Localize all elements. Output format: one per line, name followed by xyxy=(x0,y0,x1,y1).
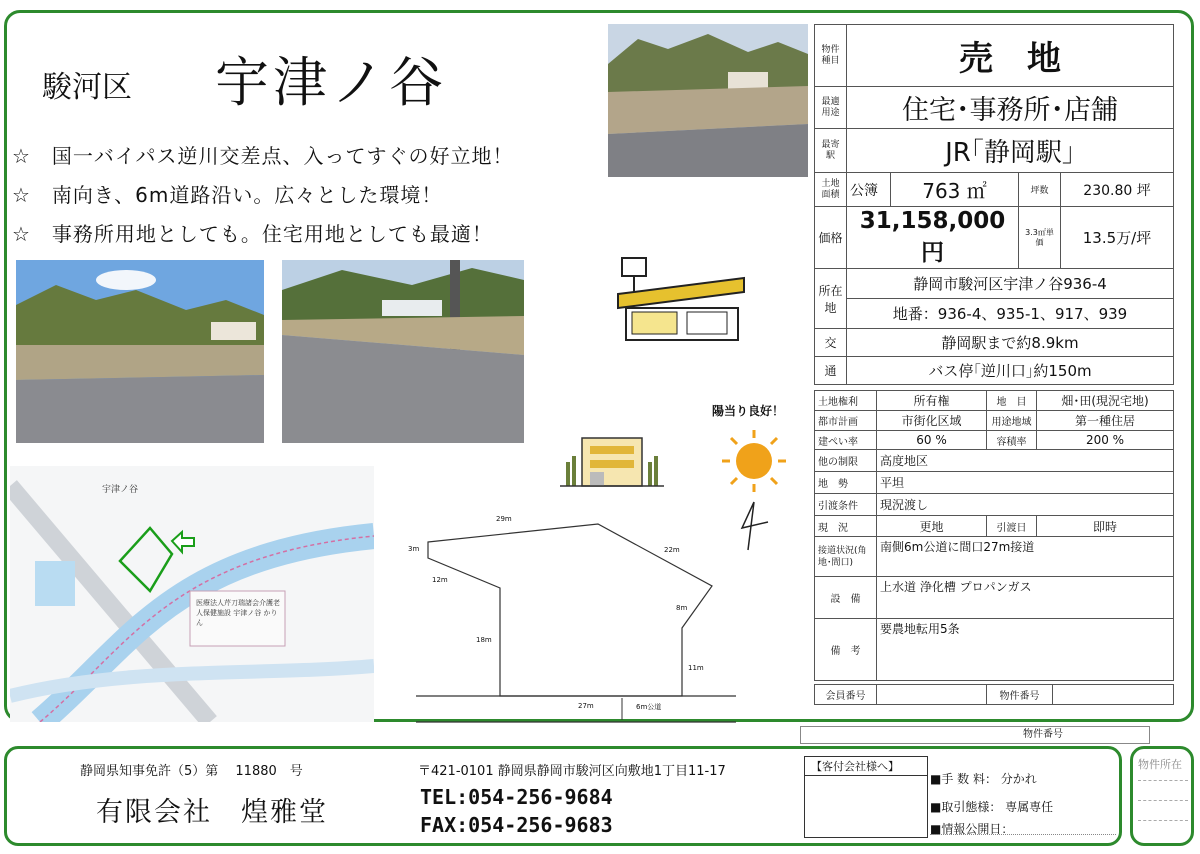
company-fax: FAX:054-256-9683 xyxy=(420,813,613,837)
far-label: 容積率 xyxy=(987,431,1037,450)
member-number-table xyxy=(814,684,1174,705)
agent-box-label: 【客付会社様へ】 xyxy=(805,757,927,776)
land-area-label: 土地面積 xyxy=(815,173,847,207)
chimoku-value: 畑･田(現況宅地) xyxy=(1037,391,1174,411)
dim-road: 6m公道 xyxy=(636,703,662,711)
type-value: 売 地 xyxy=(847,25,1174,87)
property-number-label: 物件番号 xyxy=(987,685,1053,705)
tsubo-label: 坪数 xyxy=(1019,173,1061,207)
transport-value-1: 静岡駅まで約8.9km xyxy=(847,329,1174,357)
land-basis: 公簿 xyxy=(847,173,891,207)
property-details-table xyxy=(814,390,1174,681)
sun-icon xyxy=(716,428,792,494)
company-tel: TEL:054-256-9684 xyxy=(420,785,613,809)
unit-price-value: 13.5万/坪 xyxy=(1061,207,1174,269)
dim-top: 29m xyxy=(496,515,512,523)
bcr-label: 建ぺい率 xyxy=(815,431,877,450)
side-rule-3 xyxy=(1138,820,1188,821)
other-restrictions-value: 高度地区 xyxy=(877,450,1174,472)
license-number: 静岡県知事免許（5）第 11880 号 xyxy=(80,764,303,779)
dim-right-diag: 22m xyxy=(664,546,680,554)
publish-date: ■情報公開日： xyxy=(930,822,1014,836)
rights-label: 土地権利 xyxy=(815,391,877,411)
far-value: 200 % xyxy=(1037,431,1174,450)
city-plan-label: 都市計画 xyxy=(815,411,877,431)
ward-label: 駿河区 xyxy=(42,70,132,105)
publish-date-line xyxy=(930,834,1116,835)
agent-stamp-box xyxy=(804,756,928,838)
bullet-1: ☆ 国一バイパス逆川交差点、入ってすぐの好立地！ xyxy=(12,144,514,168)
use-label: 最適用途 xyxy=(815,87,847,129)
company-name: 有限会社 煌雅堂 xyxy=(96,797,328,828)
tsubo-value: 230.80 坪 xyxy=(1061,173,1174,207)
sun-note: 陽当り良好！ xyxy=(712,404,785,418)
remarks-label: 備 考 xyxy=(815,619,877,681)
dim-right-mid: 8m xyxy=(676,604,688,612)
map-facility-label: 医療法人芹刀瑞諸会介護老人保健施設 宇津ノ谷 かりん xyxy=(196,599,280,627)
side-rule-2 xyxy=(1138,800,1188,801)
store-icon xyxy=(612,252,752,344)
handover-value: 現況渡し xyxy=(877,494,1174,516)
status-label: 現 況 xyxy=(815,516,877,537)
property-summary-table xyxy=(814,24,1174,269)
zone-label: 用途地域 xyxy=(987,411,1037,431)
company-address: 〒421-0101 静岡県静岡市駿河区向敷地1丁目11-17 xyxy=(418,764,726,779)
terrain-label: 地 勢 xyxy=(815,472,877,494)
side-rule-1 xyxy=(1138,780,1188,781)
remarks-value: 要農地転用5条 xyxy=(877,619,1174,681)
use-value: 住宅･事務所･店舗 xyxy=(847,87,1174,129)
site-photo-top xyxy=(608,24,808,177)
dim-left-short: 3m xyxy=(408,545,420,553)
city-plan-value: 市街化区域 xyxy=(877,411,987,431)
fee-terms: ■手 数 料： 分かれ xyxy=(930,772,1037,786)
side-box-label: 物件所在 xyxy=(1138,758,1182,771)
rights-value: 所有権 xyxy=(877,391,987,411)
unit-price-label: 3.3㎡単価 xyxy=(1019,207,1061,269)
site-photo-right xyxy=(282,260,524,443)
status-value: 更地 xyxy=(877,516,987,537)
transaction-mode: ■取引態様： 専属専任 xyxy=(930,800,1054,814)
equipment-value: 上水道 浄化槽 プロパンガス xyxy=(877,577,1174,619)
station-label: 最寄駅 xyxy=(815,129,847,173)
road-access-label: 接道状況(角地･間口) xyxy=(815,537,877,577)
handover-label: 引渡条件 xyxy=(815,494,877,516)
office-building-icon xyxy=(560,432,664,490)
lot-numbers: 地番：936-4、935-1、917、939 xyxy=(847,299,1174,329)
dim-left-long: 18m xyxy=(476,636,492,644)
property-number-label-2: 物件番号 xyxy=(1023,729,1063,740)
zone-value: 第一種住居 xyxy=(1037,411,1174,431)
dim-left-diag: 12m xyxy=(432,576,448,584)
handover-date-value: 即時 xyxy=(1037,516,1174,537)
other-restrictions-label: 他の制限 xyxy=(815,450,877,472)
type-label: 物件種目 xyxy=(815,25,847,87)
bcr-value: 60 % xyxy=(877,431,987,450)
property-location-table xyxy=(814,268,1174,385)
transport-label-2: 通 xyxy=(815,357,847,385)
price-label: 価格 xyxy=(815,207,847,269)
map-place-label: 宇津ノ谷 xyxy=(102,485,139,495)
road-access-value: 南側6m公道に間口27m接道 xyxy=(877,537,1174,577)
transport-label-1: 交 xyxy=(815,329,847,357)
chimoku-label: 地 目 xyxy=(987,391,1037,411)
plot-shape-diagram xyxy=(396,508,746,728)
site-photo-left xyxy=(16,260,264,443)
bullet-3: ☆ 事務所用地としても。住宅用地としても最適！ xyxy=(12,222,493,246)
dim-right-low: 11m xyxy=(688,664,704,672)
dim-bottom: 27m xyxy=(578,702,594,710)
land-area-value: 763 ㎡ xyxy=(891,173,1019,207)
station-value: JR｢静岡駅｣ xyxy=(847,129,1174,173)
property-number-strip xyxy=(800,726,1150,744)
area-title: 宇津ノ谷 xyxy=(215,51,447,114)
transport-value-2: バス停｢逆川口｣約150m xyxy=(847,357,1174,385)
bullet-2: ☆ 南向き、6m道路沿い。広々とした環境！ xyxy=(12,183,443,207)
location-label: 所在地 xyxy=(815,269,847,329)
handover-date-label: 引渡日 xyxy=(987,516,1037,537)
terrain-value: 平坦 xyxy=(877,472,1174,494)
equipment-label: 設 備 xyxy=(815,577,877,619)
price-value: 31,158,000円 xyxy=(847,207,1019,269)
location-map xyxy=(10,466,374,722)
address-value: 静岡市駿河区宇津ノ谷936-4 xyxy=(847,269,1174,299)
member-number-label: 会員番号 xyxy=(815,685,877,705)
